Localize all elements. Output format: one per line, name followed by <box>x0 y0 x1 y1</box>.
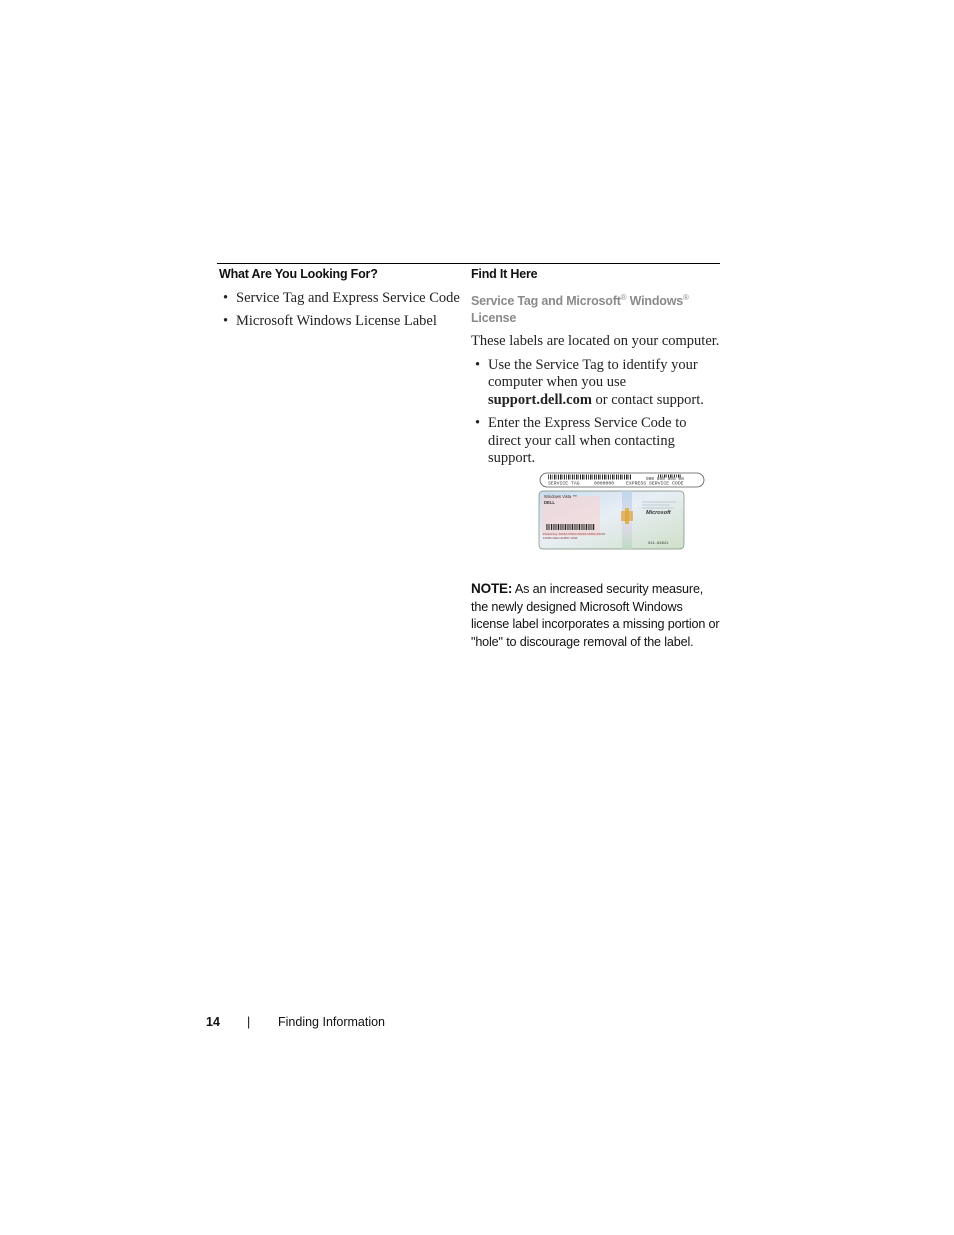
windows-vista-label: Windows Vista ™ <box>544 494 577 499</box>
title-part-service-tag: Service Tag and Microsoft <box>471 294 621 308</box>
service-tag-value: 0000000 <box>594 481 615 487</box>
windows-license-label <box>539 491 684 549</box>
find-it-here-cell <box>471 289 721 474</box>
page-number: 14 <box>206 1015 220 1029</box>
list-item-express-code: • Enter the Express Service Code to direct your call when contacting support. <box>471 415 721 468</box>
support-link[interactable]: support.dell.com <box>488 391 592 408</box>
column-header-find-it-here: Find It Here <box>471 267 538 281</box>
product-id: 123456-OEM-1234567-12345 <box>543 537 578 540</box>
note-text: As an increased security measure, the newly designed Microsoft Windows license label incorporates a missing portion or "hole" to discourage removal of the label. <box>471 582 720 649</box>
footer-section-title: Finding Information <box>278 1015 386 1029</box>
title-part-license: License <box>471 311 517 325</box>
dell-logo: DELL <box>544 500 555 505</box>
footer-separator: | <box>247 1015 251 1029</box>
usage-list <box>471 357 721 468</box>
microsoft-logo: Microsoft <box>646 510 671 516</box>
title-part-windows: Windows <box>626 294 683 308</box>
product-key: Product Key: XXXXX-XXXXX-XXXXX-XXXXX-XXXXX <box>543 533 606 536</box>
service-tag-label <box>540 473 704 487</box>
table-top-rule <box>217 263 720 264</box>
registered-mark: ® <box>683 293 689 302</box>
registered-mark: ® <box>620 293 627 302</box>
bullet-text: Use the Service Tag to identify your computer when you use <box>488 356 698 390</box>
express-code-value: 000 000 000 00 <box>646 477 684 482</box>
column-header-looking-for: What Are You Looking For? <box>219 267 378 281</box>
service-tag-text: SERVICE TAG <box>548 481 580 487</box>
list-item-service-tag: • Service Tag and Express Service Code <box>222 290 462 307</box>
list-item-license-label: • Microsoft Windows License Label <box>222 313 462 330</box>
note-label: NOTE: <box>471 581 513 596</box>
label-code: X11-84621 <box>648 542 669 546</box>
list-item-use-service-tag <box>471 357 721 410</box>
looking-for-list <box>222 290 462 336</box>
security-note <box>471 580 723 651</box>
labels-location-text: These labels are located on your computer. <box>471 333 720 349</box>
express-code-text: EXPRESS SERVICE CODE <box>626 481 684 487</box>
bullet-text: or contact support. <box>591 391 704 408</box>
service-tag-and-license-labels-image <box>538 472 706 550</box>
section-title <box>471 289 721 327</box>
